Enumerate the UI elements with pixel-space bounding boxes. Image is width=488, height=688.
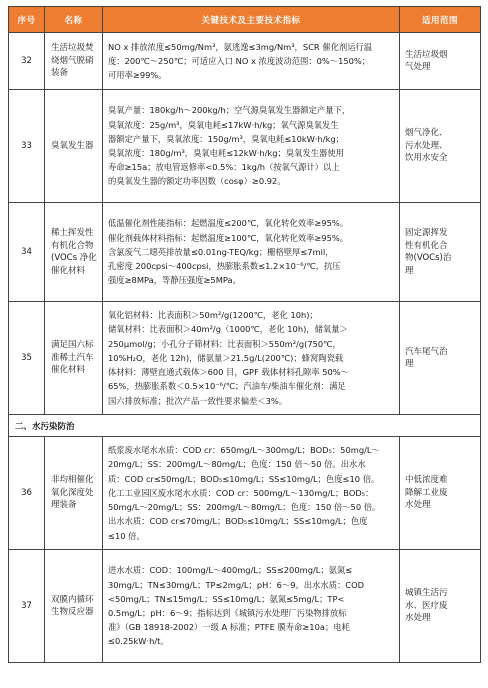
tech-name-line: 满足国六标 (51, 340, 94, 351)
row-number: 37 (9, 550, 45, 663)
tech-indicators-line: 250μmol/g；小孔分子筛材料：比表面积＞550m²/g(750℃， (108, 338, 341, 349)
application-scope-line: 降解工业废 (405, 487, 448, 498)
tech-indicators-line: 催化剂载体材料指标：起燃温度≥100℃，氧化转化效率≥95%。 (108, 232, 349, 243)
tech-indicators-line: 纸浆废水尾水水质：COD cr：650mg/L～300mg/L；BOD₅：50mg/L～ (108, 445, 380, 456)
tech-indicators-line: 的臭氧发生器的额定功率因数（cosφ）≥0.92。 (108, 176, 286, 187)
application-scope-line: 水处理 (405, 500, 431, 511)
application-scope-line: 固定源挥发 (405, 228, 448, 238)
tech-indicators-line: 质：COD cr≤50mg/L；BOD₅≤10mg/L；SS≤10mg/L；色度≤10 倍。 (108, 473, 380, 484)
tech-indicators-line: 臭氧浓度：25g/m³，臭氧电耗≤17kW·h/kg；氧气源臭氧发生 (108, 119, 339, 130)
row-number: 34 (9, 203, 45, 302)
tech-name-line: 双膜内循环 (51, 594, 94, 605)
tech-indicators-line: ≤0.25kW·h/t。 (108, 636, 169, 647)
application-scope-line: 水处理 (405, 613, 431, 624)
tech-indicators (103, 33, 400, 90)
header-indicators: 关键技术及主要技术指标 (103, 7, 400, 33)
application-scope-line: 生活垃圾烟 (405, 49, 448, 60)
tech-name-line: 氧化深度处 (51, 487, 94, 498)
tech-indicators-line: 65%，热膨胀系数＜0.5×10⁻⁶/℃；汽油车/柴油车催化剂：满足 (108, 381, 346, 392)
tech-indicators-line: 臭氧产量：180kg/h～200kg/h；空气源臭氧发生器额定产量下， (108, 105, 351, 116)
application-scope (400, 90, 481, 203)
section-title: 二、水污染防治 (9, 415, 481, 437)
tech-indicators-line: 50mg/L～20mg/L；SS：200mg/L～80mg/L；色度：150 倍～50 倍。 (108, 502, 381, 513)
tech-indicators-line: 体材料：薄壁直通式载体＞600 目，GPF 载体材料孔隙率 50%～ (108, 367, 349, 378)
tech-name-line: (VOCs 净化 (51, 253, 97, 263)
row-number: 32 (9, 33, 45, 90)
tech-name (45, 550, 103, 663)
tech-indicators-line: 出水水质：COD cr≤70mg/L；BOD₅≤10mg/L；SS≤10mg/L；色度 (108, 516, 368, 527)
tech-indicators-line: <50mg/L；TN≤15mg/L；SS≤10mg/L；氨氮≤5mg/L；TP< (108, 593, 345, 604)
tech-indicators-line: 寿命≥15a；放电管返修率<0.5%：1kg/h（按氧气源计）以上 (108, 162, 340, 173)
technology-table (8, 6, 481, 663)
tech-indicators (103, 203, 400, 302)
tech-indicators (103, 302, 400, 415)
tech-indicators-line: 准》（GB 18918-2002）一级 A 标准；PTFE 膜寿命≥10a；电耗 (108, 622, 350, 633)
application-scope-line: 性有机化合 (405, 240, 448, 251)
application-scope-line: 烟气净化、 (405, 128, 448, 139)
header-no: 序号 (9, 7, 45, 33)
tech-indicators-line: 30mg/L；TN≤30mg/L；TP≤2mg/L；pH：6～9。出水水质：COD (108, 579, 364, 590)
application-scope-line: 城镇生活污 (405, 588, 448, 599)
section-row (9, 415, 481, 437)
table-row (9, 550, 481, 663)
table-header-row (9, 7, 481, 33)
application-scope-line: 气处理 (405, 62, 431, 72)
tech-indicators-line: 强度≥8MPa，等静压强度≥5MPa。 (108, 275, 241, 286)
application-scope-line: 物(VOCs)治 (405, 253, 452, 263)
tech-name-line: 生活垃圾焚 (51, 43, 94, 54)
tech-indicators-line: ≤10 倍。 (108, 530, 145, 541)
tech-indicators-line: 孔密度 200cpsi～400cpsi，热膨胀系数≤1.2×10⁻⁶/℃，抗压 (108, 261, 341, 272)
tech-name (45, 437, 103, 550)
tech-indicators-line: 20mg/L；SS：200mg/L～80mg/L；色度：150 倍～50 倍。出水水 (108, 459, 366, 470)
tech-indicators-line: 0.5mg/L；pH：6～9；指标达到《城镇污水处理厂污染物排放标 (108, 608, 347, 618)
application-scope-line: 污水处理、 (405, 140, 448, 151)
tech-indicators-line: 低温催化剂性能指标：起燃温度≤200℃，氧化转化效率≥95%。 (108, 218, 349, 229)
table-row (9, 90, 481, 203)
tech-indicators-line: 氧化铝材料：比表面积＞50m²/g(1200℃，老化 10h)； (108, 310, 318, 321)
tech-indicators-line: 可用率≥99%。 (108, 70, 167, 81)
tech-indicators-line: 10%H₂O，老化 12h)，储氨量＞21.5g/L(200℃)；蜂窝陶瓷载 (108, 352, 344, 363)
header-name: 名称 (45, 7, 103, 33)
row-number: 35 (9, 302, 45, 415)
tech-name (45, 203, 103, 302)
application-scope-line: 中低浓度难 (405, 475, 448, 486)
tech-name-line: 稀土挥发性 (51, 228, 94, 238)
application-scope-line: 理 (405, 359, 414, 369)
application-scope (400, 302, 481, 415)
header-scope: 适用范围 (400, 7, 481, 33)
table-row (9, 302, 481, 415)
tech-indicators (103, 90, 400, 203)
tech-indicators-line: 臭氧浓度：180g/m³，臭氧电耗≤12kW·h/kg；臭氧发生器使用 (108, 148, 344, 158)
row-number: 33 (9, 90, 45, 203)
tech-indicators-line: 储氧材料：比表面积＞40m²/g（1000℃，老化 10h)，储氧量＞ (108, 324, 348, 335)
tech-indicators-line: NO x 排放浓度≤50mg/Nm³，氨逃逸≤3mg/Nm³，SCR 催化剂运行温 (108, 41, 373, 52)
tech-name-line: 烧烟气脱硝 (51, 55, 94, 66)
tech-name-line: 臭氧发生器 (51, 140, 94, 151)
application-scope-line: 理 (405, 265, 414, 276)
tech-indicators (103, 550, 400, 663)
tech-name-line: 生物反应器 (51, 607, 94, 617)
application-scope (400, 437, 481, 550)
row-number: 36 (9, 437, 45, 550)
tech-name-line: 非均相催化 (51, 475, 94, 486)
application-scope-line: 汽车尾气治 (405, 346, 448, 357)
tech-indicators-line: 化工工业园区废水尾水水质：COD cr：500mg/L～130mg/L；BOD₅： (108, 487, 374, 498)
tech-indicators-line: 含氯废气二噁英排放量≤0.01ng-TEQ/kg；栅格壁厚≤7mil， (108, 246, 334, 257)
tech-name (45, 90, 103, 203)
tech-name-line: 催化材料 (51, 365, 86, 376)
application-scope (400, 33, 481, 90)
application-scope-line: 水、医疗废 (405, 600, 448, 611)
tech-indicators-line: 度：200℃～250℃；可适应入口 NO x 浓度波动范围：0%～150%； (108, 55, 371, 66)
application-scope (400, 203, 481, 302)
tech-name-line: 装备 (51, 68, 69, 79)
table-row (9, 33, 481, 90)
tech-name (45, 302, 103, 415)
tech-name-line: 准稀土汽车 (51, 352, 94, 363)
tech-name-line: 催化材料 (51, 265, 86, 276)
tech-indicators (103, 437, 400, 550)
tech-indicators-line: 进水水质：COD：100mg/L～400mg/L；SS≤200mg/L；氨氮≤ (108, 565, 353, 576)
tech-name-line: 理装备 (51, 500, 77, 511)
application-scope-line: 饮用水安全 (405, 153, 448, 164)
tech-indicators-line: 器额定产量下，臭氧浓度：150g/m³，臭氧电耗≤10kW·h/kg； (108, 133, 344, 144)
tech-name-line: 有机化合物 (51, 240, 94, 251)
tech-indicators-line: 国六排放标准；批次产品一致性要求偏差＜3%。 (108, 395, 288, 406)
table-row (9, 203, 481, 302)
application-scope (400, 550, 481, 663)
tech-name (45, 33, 103, 90)
table-row (9, 437, 481, 550)
